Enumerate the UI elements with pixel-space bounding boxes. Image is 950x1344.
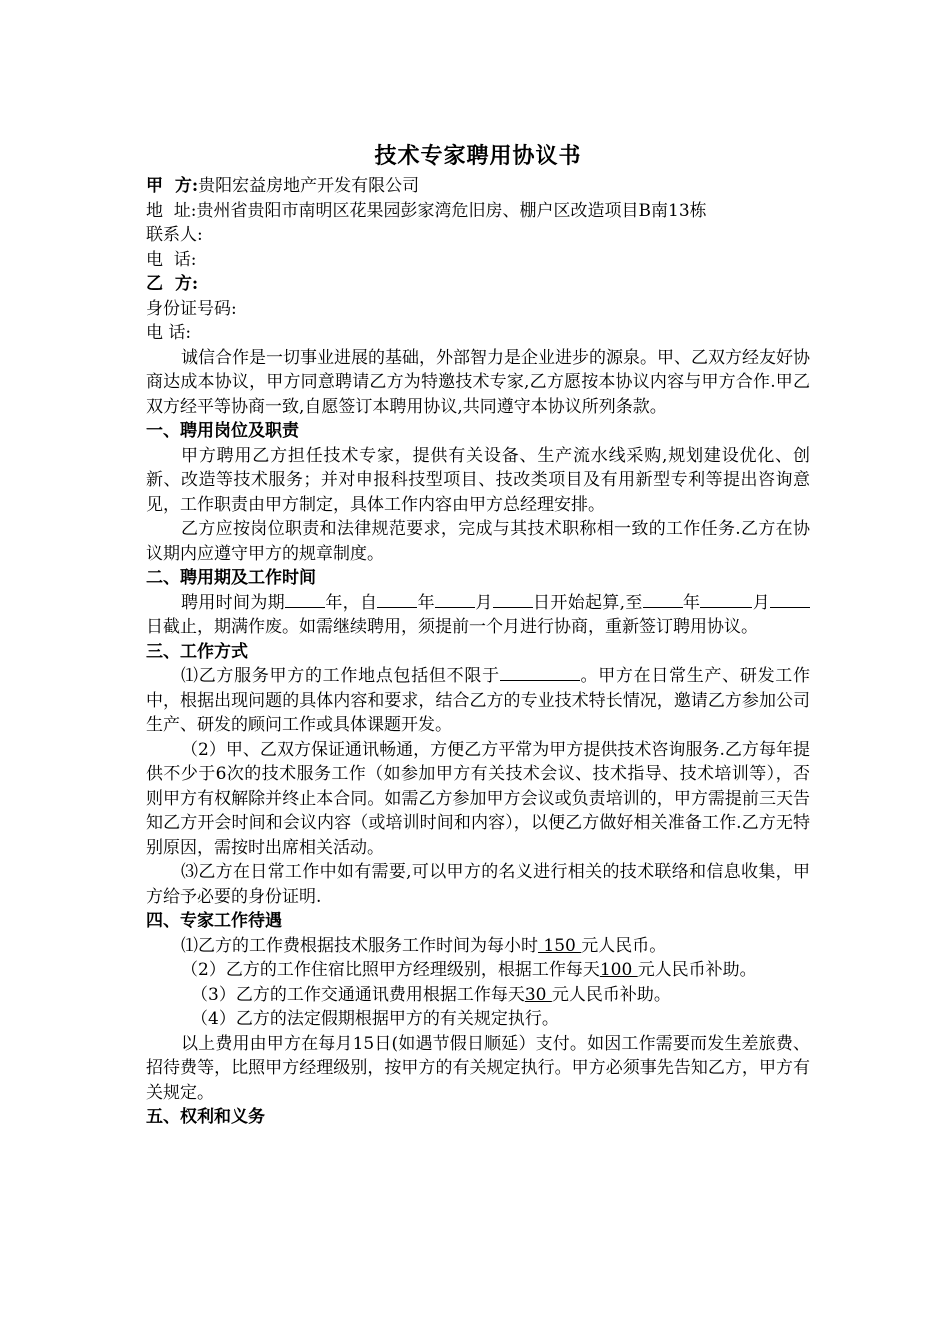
section-3-paragraph-3: ⑶乙方在日常工作中如有需要,可以甲方的名义进行相关的技术联络和信息收集，甲方给予必要的身份证明. xyxy=(146,862,810,907)
section-3-heading: 三、工作方式 xyxy=(146,641,248,662)
section-2-paragraph xyxy=(146,591,810,640)
end-day-blank xyxy=(770,593,810,608)
contact-label: 联系人: xyxy=(146,225,203,245)
party-b-phone-label: 电 话: xyxy=(146,323,192,343)
document-title: 技术专家聘用协议书 xyxy=(374,143,582,169)
term-text-7: 月 xyxy=(752,592,771,613)
address-label: 地 址: xyxy=(146,200,197,221)
section-4-heading: 四、专家工作待遇 xyxy=(146,911,282,931)
transport-value: 30 xyxy=(524,984,552,1005)
hourly-fee-value: 150 xyxy=(538,935,582,956)
work-location-blank xyxy=(500,666,580,681)
term-text-6: 年 xyxy=(682,592,701,613)
work-location-text: ⑴乙方服务甲方的工作地点包括但不限于 xyxy=(181,666,500,686)
end-month-blank xyxy=(700,593,752,608)
lodging-text: （2）乙方的工作住宿比照甲方经理级别，根据工作每天 xyxy=(181,960,600,980)
section-3-paragraph-2: （2）甲、乙双方保证通讯畅通，方便乙方平常为甲方提供技术咨询服务.乙方每年提供不少于6次的技术服务工作（如参加甲方有关技术会议、技术指导、技术培训等），否则甲方有权解除并终止本合同。如需乙方参加甲方会议或负责培训的，甲方需提前三天告知乙方开会时间和会议内容（或培训时间和内容），以便乙方做好相关准备工作.乙方无特别原因，需按时出席相关活动。 xyxy=(146,739,810,858)
term-text-2: 年，自 xyxy=(324,592,378,613)
lodging-value: 100 xyxy=(599,960,638,980)
start-month-blank xyxy=(435,593,475,608)
id-number-label: 身份证号码: xyxy=(146,298,237,319)
party-b-phone-line xyxy=(146,321,810,346)
section-4-paragraph-3 xyxy=(146,983,810,1008)
section-4-paragraph-5: 以上费用由甲方在每月15日(如遇节假日顺延）支付。如因工作需要而发生差旅费、招待费等，比照甲方经理级别，按甲方的有关规定执行。甲方必须事先告知乙方，甲方有关规定。 xyxy=(146,1033,810,1103)
term-text-5: 日开始起算,至 xyxy=(532,592,643,613)
start-day-blank xyxy=(493,593,533,608)
hourly-fee-unit: 元人民币。 xyxy=(581,935,667,956)
party-a-label: 甲 方: xyxy=(146,176,199,196)
start-year-blank xyxy=(377,593,417,608)
party-a-phone-line xyxy=(146,248,810,273)
end-year-blank xyxy=(643,593,683,608)
section-3-paragraph-1 xyxy=(146,664,810,738)
address-line xyxy=(146,199,810,224)
section-4-paragraph-2 xyxy=(146,958,810,983)
address-value: 贵州省贵阳市南明区花果园彭家湾危旧房、棚户区改造项目B南13栋 xyxy=(196,200,707,221)
transport-unit: 元人民币补助。 xyxy=(551,984,671,1005)
party-b-line xyxy=(146,272,810,297)
term-text-8: 日截止，期满作废。如需继续聘用，须提前一个月进行协商，重新签订聘用协议。 xyxy=(146,617,758,637)
document-page xyxy=(146,140,810,1130)
section-4-paragraph-4: （4）乙方的法定假期根据甲方的有关规定执行。 xyxy=(191,1009,559,1029)
term-years-blank xyxy=(285,593,325,608)
section-1-heading: 一、聘用岗位及职责 xyxy=(146,421,299,441)
term-text-4: 月 xyxy=(474,592,493,613)
party-a-phone-label: 电 话: xyxy=(146,249,197,270)
intro-paragraph: 诚信合作是一切事业进展的基础，外部智力是企业进步的源泉。甲、乙双方经友好协商达成本协议，甲方同意聘请乙方为特邀技术专家,乙方愿按本协议内容与甲方合作.甲乙双方经平等协商一致,自愿签订本聘用协议,共同遵守本协议所列条款。 xyxy=(146,347,810,417)
section-1-paragraph-2: 乙方应按岗位职责和法律规范要求，完成与其技术职称相一致的工作任务.乙方在协议期内应遵守甲方的规章制度。 xyxy=(146,519,810,564)
work-location-text-2: 。甲方在日常生产、研发工作中，根据出现问题的具体内容和要求，结合乙方的专业技术特长情况，邀请乙方参加公司生产、研发的顾问工作或具体课题开发。 xyxy=(146,666,811,735)
term-text-3: 年 xyxy=(417,592,435,613)
contact-line xyxy=(146,223,810,248)
id-number-line xyxy=(146,297,810,322)
party-a-name: 贵阳宏益房地产开发有限公司 xyxy=(198,176,420,196)
party-a-line xyxy=(146,174,810,199)
lodging-unit: 元人民币补助。 xyxy=(637,960,757,980)
transport-text: （3）乙方的工作交通通讯费用根据工作每天 xyxy=(191,984,525,1005)
party-b-label: 乙 方: xyxy=(146,274,199,294)
section-4-paragraph-1 xyxy=(146,934,810,959)
section-5-heading: 五、权利和义务 xyxy=(146,1107,265,1127)
term-text-1: 聘用时间为期 xyxy=(181,592,285,613)
section-1-paragraph-1: 甲方聘用乙方担任技术专家，提供有关设备、生产流水线采购,规划建设优化、创新、改造等技术服务；并对申报科技型项目、技改类项目及有用新型专利等提出咨询意见，工作职责由甲方制定，具体工作内容由甲方总经理安排。 xyxy=(146,445,810,515)
hourly-fee-text: ⑴乙方的工作费根据技术服务工作时间为每小时 xyxy=(181,935,538,956)
section-2-heading: 二、聘用期及工作时间 xyxy=(146,568,316,588)
